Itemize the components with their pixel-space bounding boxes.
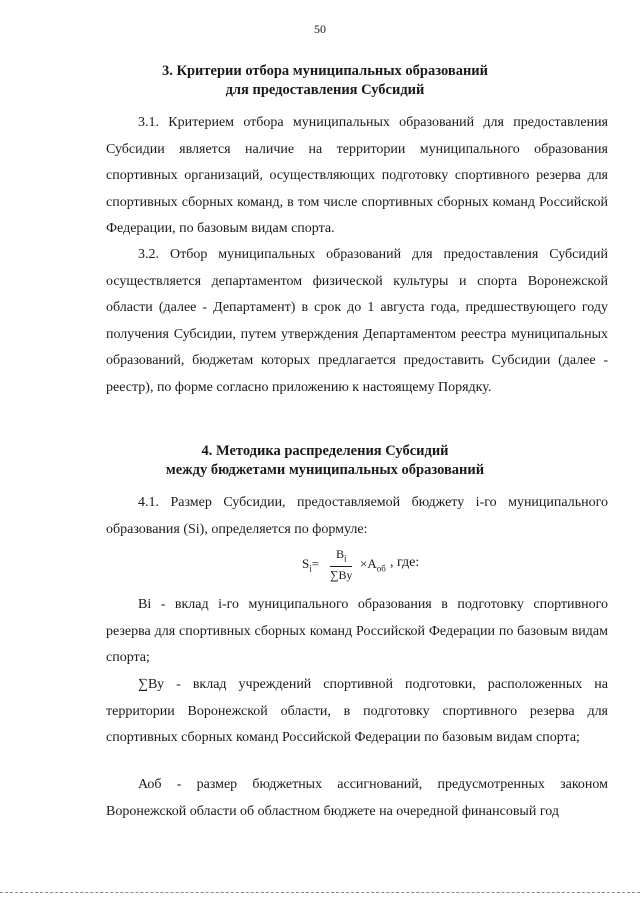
section-4-title-line1: 4. Методика распределения Субсидий bbox=[201, 443, 449, 459]
paragraph-4-1: 4.1. Размер Субсидии, предоставляемой бюджету i-го муниципального образования (Si), определяется по формуле: bbox=[106, 495, 608, 537]
definition-aob: Аоб - размер бюджетных ассигнований, предусмотренных законом Воронежской области об областном бюджете на очередной финансовый год bbox=[106, 777, 608, 819]
definition-sum: ∑Ву - вклад учреждений спортивной подготовки, расположенных на территории Воронежской области, в подготовку спортивного резерва для спортивных сборных команд Российской Федерации по базовым видам спорта; bbox=[106, 677, 608, 745]
section-3-title-line1: 3. Критерии отбора муниципальных образований bbox=[161, 63, 489, 79]
formula-tail: , где: bbox=[390, 555, 420, 570]
paragraph-3-1: 3.1. Критерием отбора муниципальных образований для предоставления Субсидии является наличие на территории муниципального образования спортивных организаций, осуществляющих подготовку спортивного резерва для спортивных сборных команд, в том числе спортивных сборных команд Российской Федерации, по базовым видам спорта. bbox=[106, 115, 608, 236]
section-4-heading bbox=[90, 442, 560, 480]
section-3-title-line2: для предоставления Субсидий bbox=[225, 82, 425, 98]
definition-bi: Bi - вклад i-го муниципального образования в подготовку спортивного резерва для спортивных сборных команд Российской Федерации по базовым видам спорта; bbox=[106, 597, 608, 665]
formula-multiplier: $\times A_{об}$ bbox=[360, 556, 386, 574]
formula-fraction bbox=[330, 546, 352, 583]
formula bbox=[0, 546, 640, 586]
formula-denominator: ∑Ву bbox=[330, 568, 353, 583]
section-4-title-line2: между бюджетами муниципальных образований bbox=[165, 462, 485, 478]
formula-numerator: $B_i$ bbox=[330, 546, 352, 567]
page-bottom-divider bbox=[0, 892, 640, 893]
page-number: 50 bbox=[314, 22, 326, 36]
section-3-heading bbox=[90, 62, 560, 100]
formula-lhs: $S_i=$ bbox=[302, 556, 320, 574]
paragraph-3-2: 3.2. Отбор муниципальных образований для предоставления Субсидий осуществляется департаментом физической культуры и спорта Воронежской области (далее - Департамент) в срок до 1 августа года, предшествующего году получения Субсидии, путем утверждения Департаментом реестра муниципальных образований, бюджетам которых предлагается предоставить Субсидии (далее - реестр), по форме согласно приложению к настоящему Порядку. bbox=[106, 247, 608, 395]
